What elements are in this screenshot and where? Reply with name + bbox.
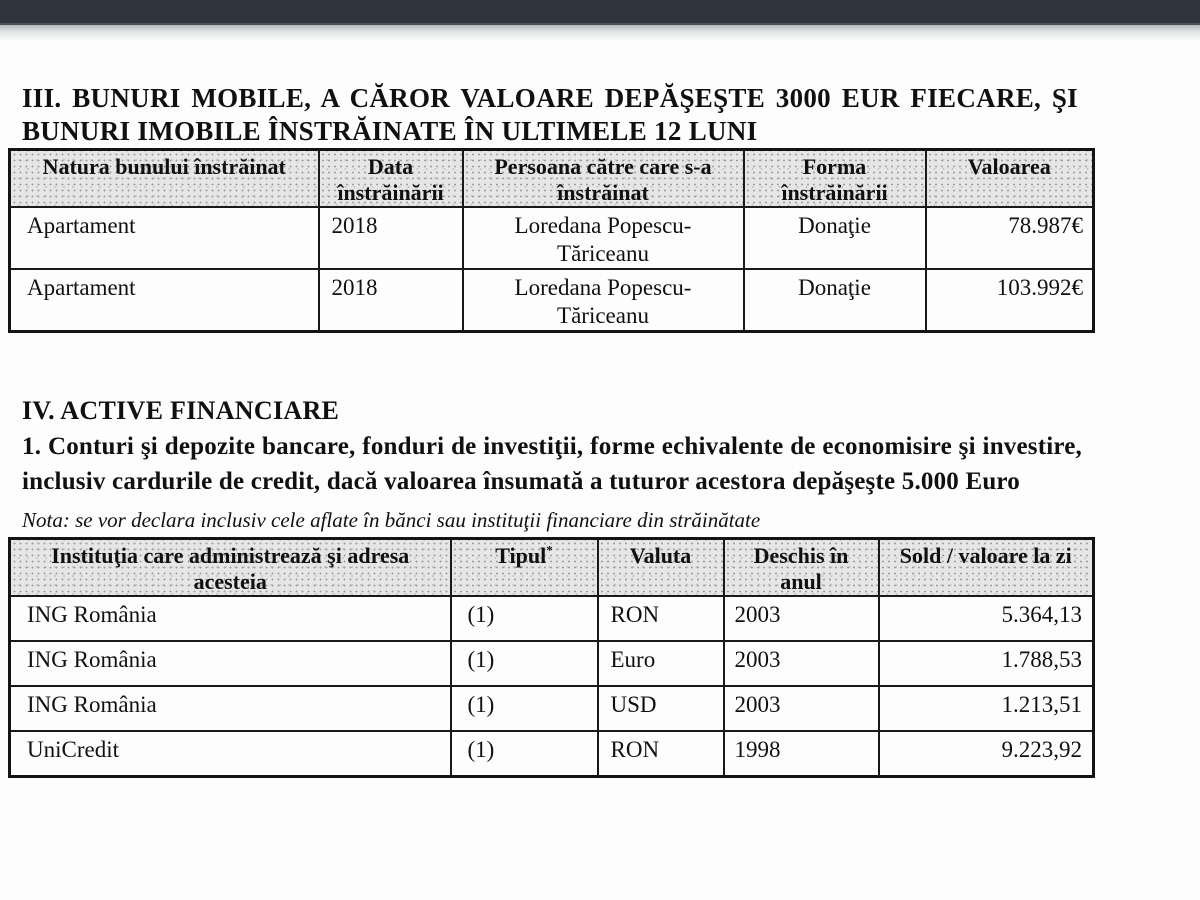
nota-text: Nota: se vor declara inclusiv cele aflate în bănci sau instituţii financiare din străinătate	[22, 508, 761, 532]
table-row	[10, 641, 1094, 686]
col-tipul-label: Tipul	[495, 543, 547, 568]
cell-institutia: UniCredit	[10, 731, 451, 777]
col-deschis-in-anul: Deschis în anul	[724, 539, 879, 597]
cell-natura: Apartament	[10, 207, 319, 269]
cell-institutia: ING România	[10, 641, 451, 686]
cell-valuta: RON	[598, 731, 724, 777]
section3-heading	[22, 82, 1078, 148]
table-header-row	[10, 150, 1094, 208]
col-natura-bunului: Natura bunului înstrăinat	[10, 150, 319, 208]
col-institutia: Instituţia care administrează şi adresa acesteia	[10, 539, 451, 597]
footnote-asterisk: *	[546, 542, 553, 558]
table-row	[10, 596, 1094, 641]
table-row	[10, 731, 1094, 777]
cell-valoare: 78.987€	[926, 207, 1094, 269]
col-valoarea: Valoarea	[926, 150, 1094, 208]
cell-tipul: (1)	[451, 596, 598, 641]
col-sold: Sold / valoare la zi	[879, 539, 1094, 597]
cell-institutia: ING România	[10, 686, 451, 731]
active-financiare-table	[8, 537, 1095, 778]
cell-sold: 1.213,51	[879, 686, 1094, 731]
table-header-row	[10, 539, 1094, 597]
cell-anul: 2003	[724, 641, 879, 686]
table-row	[10, 686, 1094, 731]
cell-tipul: (1)	[451, 641, 598, 686]
table-row	[10, 269, 1094, 332]
cell-valuta: USD	[598, 686, 724, 731]
scan-top-shadow	[0, 25, 1200, 41]
cell-natura: Apartament	[10, 269, 319, 332]
bunuri-instrainate-table	[8, 148, 1095, 333]
cell-tipul: (1)	[451, 686, 598, 731]
cell-sold: 9.223,92	[879, 731, 1094, 777]
cell-forma: Donaţie	[744, 207, 926, 269]
col-data-instrainarii: Data înstrăinării	[319, 150, 463, 208]
cell-anul: 2003	[724, 596, 879, 641]
cell-valoare: 103.992€	[926, 269, 1094, 332]
cell-sold: 5.364,13	[879, 596, 1094, 641]
cell-data: 2018	[319, 207, 463, 269]
app-chrome-bar	[0, 0, 1200, 25]
section3-heading-line2: BUNURI IMOBILE ÎNSTRĂINATE ÎN ULTIMELE 12 LUNI	[22, 116, 758, 146]
section4-paragraph: 1. Conturi şi depozite bancare, fonduri de investiţii, forme echivalente de economisire şi investire, inclusiv cardurile de credit, dacă valoarea însumată a tuturor acestora depăşeşte 5.000 Euro	[22, 433, 1082, 495]
cell-tipul: (1)	[451, 731, 598, 777]
section4-heading: IV. ACTIVE FINANCIARE	[22, 396, 340, 425]
table-row	[10, 207, 1094, 269]
cell-persoana: Loredana Popescu-Tăriceanu	[463, 207, 744, 269]
col-persoana: Persoana către care s-a înstrăinat	[463, 150, 744, 208]
col-tipul	[451, 539, 598, 597]
cell-valuta: RON	[598, 596, 724, 641]
col-forma: Forma înstrăinării	[744, 150, 926, 208]
cell-anul: 1998	[724, 731, 879, 777]
cell-valuta: Euro	[598, 641, 724, 686]
cell-anul: 2003	[724, 686, 879, 731]
scanned-document	[0, 82, 1200, 778]
cell-sold: 1.788,53	[879, 641, 1094, 686]
cell-institutia: ING România	[10, 596, 451, 641]
cell-data: 2018	[319, 269, 463, 332]
cell-forma: Donaţie	[744, 269, 926, 332]
cell-persoana: Loredana Popescu-Tăriceanu	[463, 269, 744, 332]
section3-heading-line1: III. BUNURI MOBILE, A CĂROR VALOARE DEPĂŞEŞTE 3000 EUR FIECARE, ŞI	[22, 83, 1078, 113]
col-valuta: Valuta	[598, 539, 724, 597]
